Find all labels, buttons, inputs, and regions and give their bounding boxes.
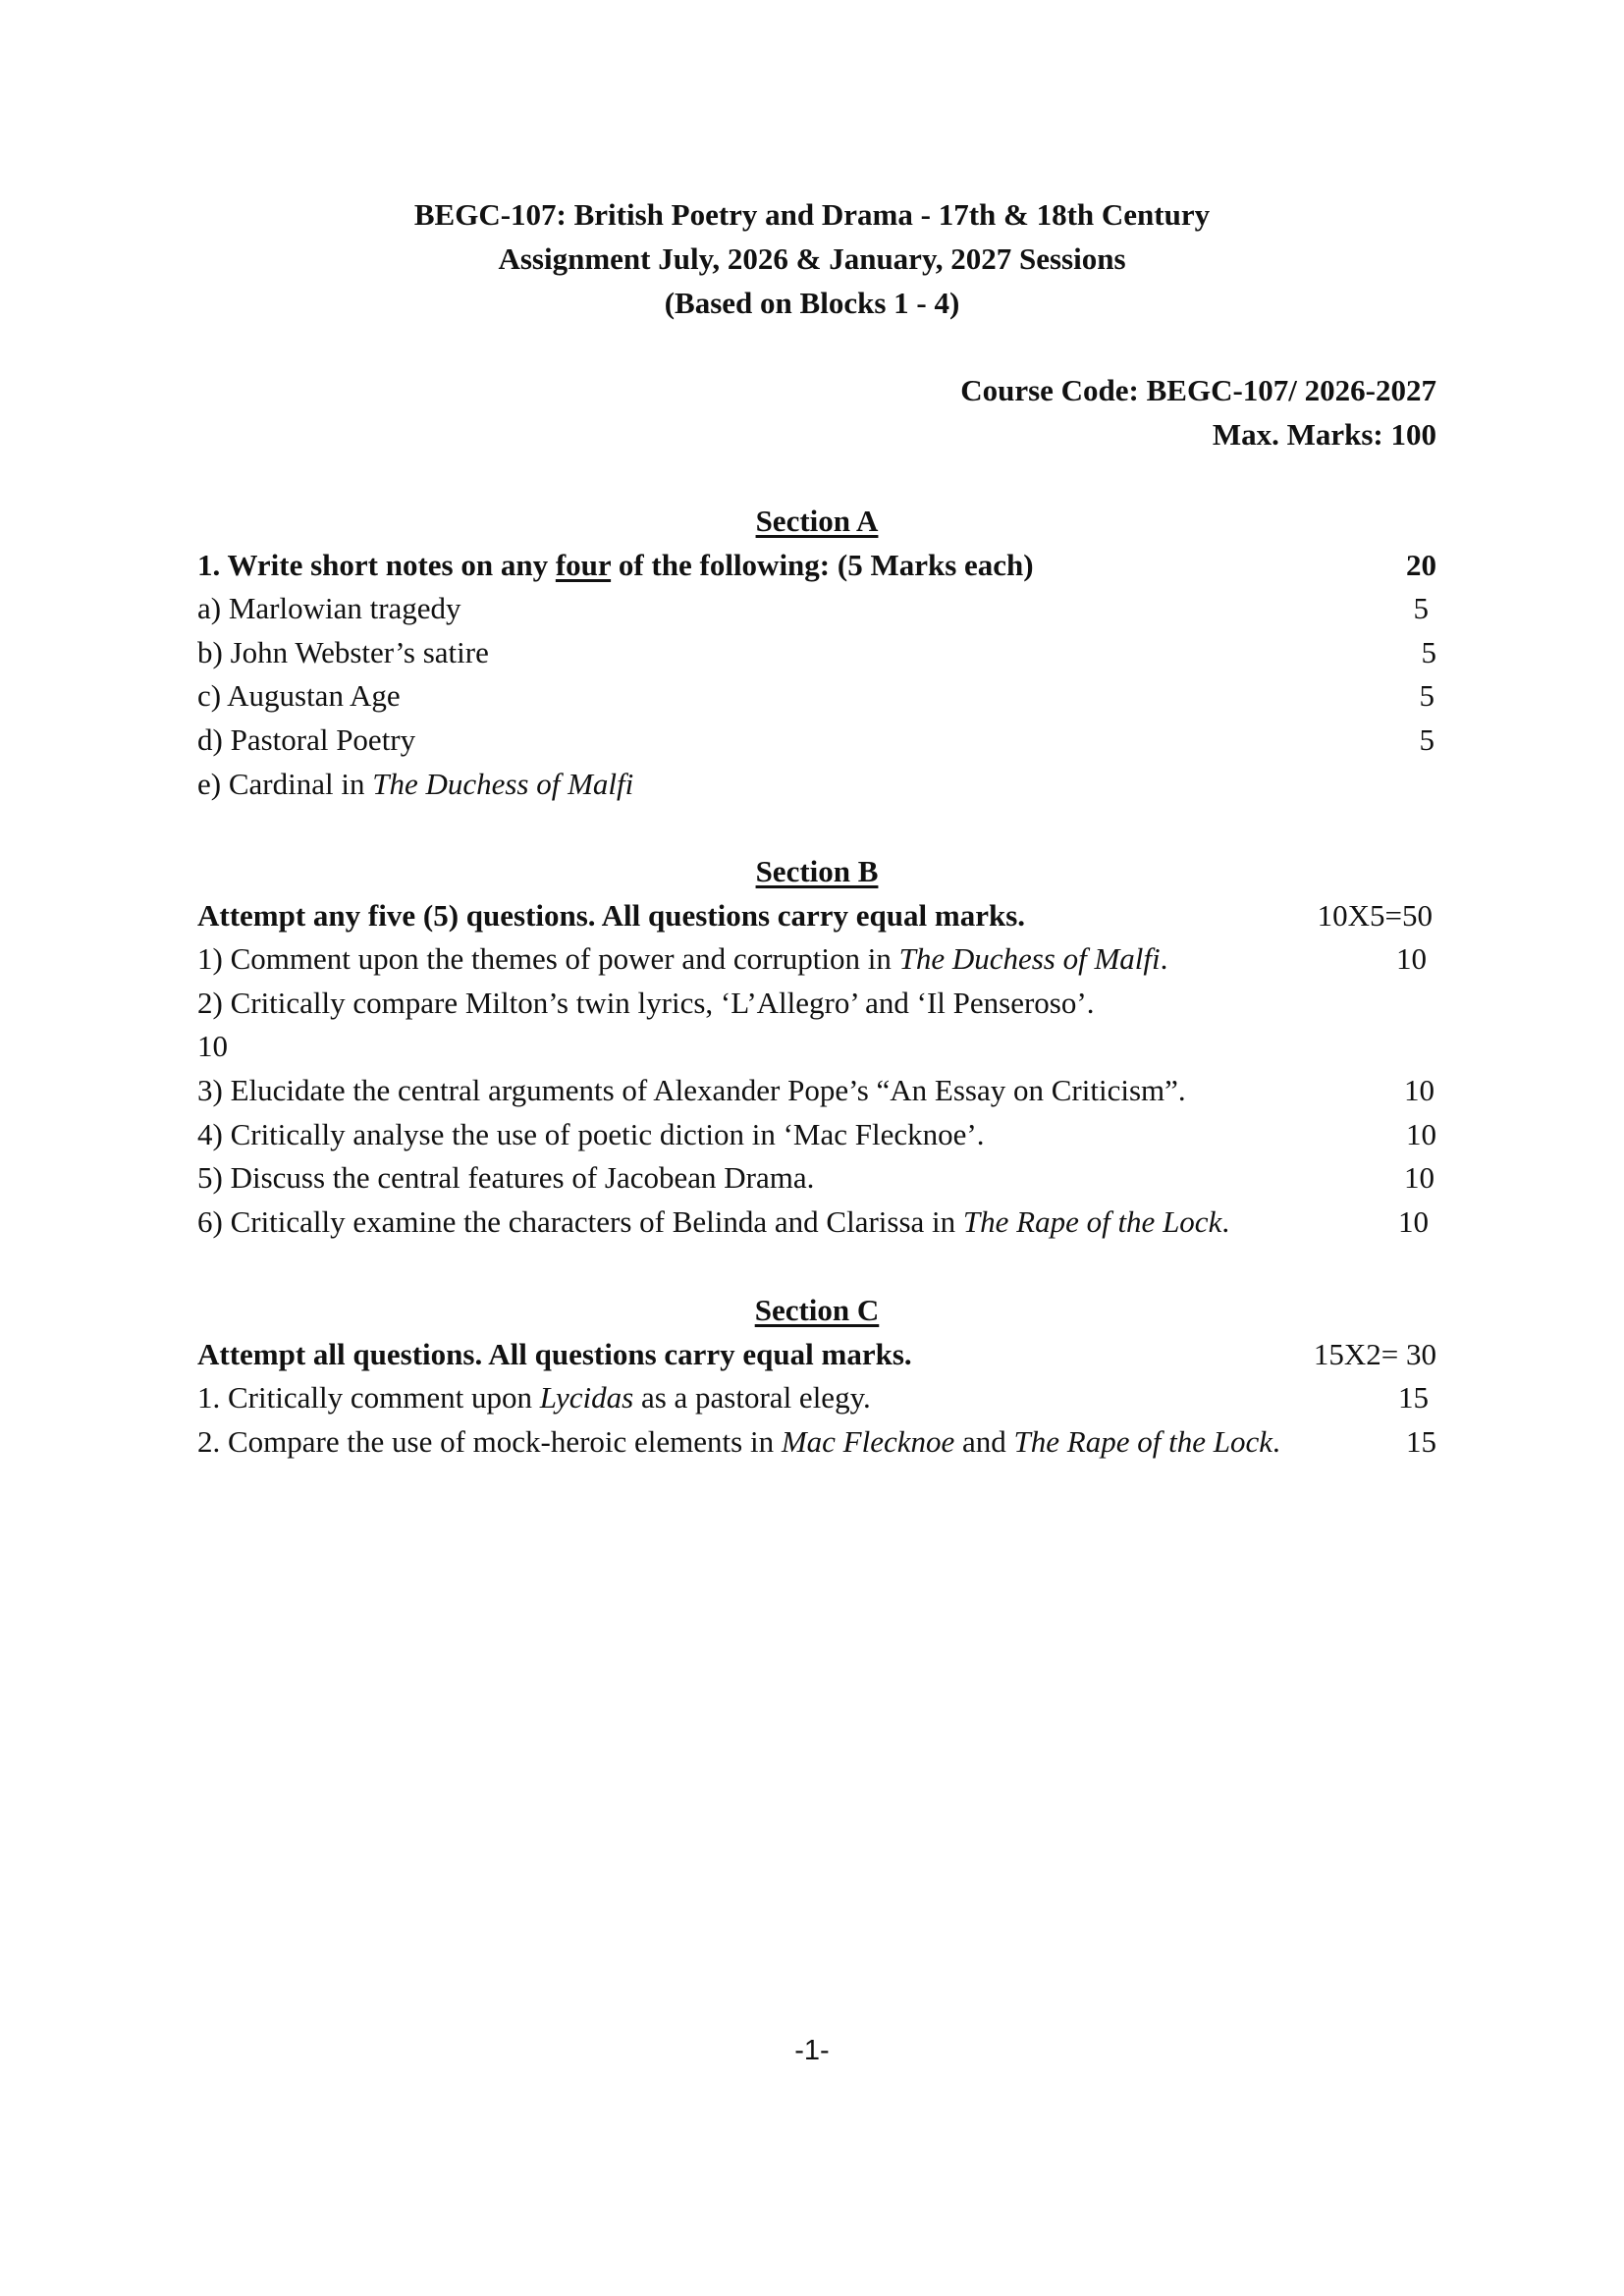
question-item [197, 1376, 1436, 1420]
underlined-word: four [555, 547, 612, 582]
question-item [197, 1069, 1436, 1113]
work-title: The Duchess of Malfi [898, 941, 1161, 977]
section-title: Section A [755, 504, 879, 538]
document-header [0, 192, 1624, 325]
question-marks: 10 [1404, 1160, 1435, 1196]
question-text: 2. Compare the use of mock-heroic elements in Mac Flecknoe and The Rape of the Lock. [197, 1423, 1280, 1459]
max-marks: Max. Marks: 100 [1212, 417, 1436, 452]
instruction-text: Attempt any five (5) questions. All questions carry equal marks. [197, 897, 1026, 933]
question-text: 2) Critically compare Milton’s twin lyrics, ‘L’Allegro’ and ‘Il Penseroso’. [197, 985, 1095, 1020]
question-marks: 10 [197, 1029, 228, 1064]
section-instruction [197, 544, 1436, 588]
item-text: c) Augustan Age [197, 678, 401, 714]
item-marks: 5 [1419, 721, 1435, 757]
question-marks: 15 [1406, 1423, 1436, 1459]
item-text: b) John Webster’s satire [197, 634, 489, 669]
question-text: 5) Discuss the central features of Jacobean Drama. [197, 1160, 815, 1196]
item-text: a) Marlowian tragedy [197, 591, 461, 626]
list-item [197, 587, 1436, 631]
question-marks: 15 [1398, 1380, 1429, 1415]
question-item-wrapped-marks [197, 1025, 1436, 1069]
question-item [197, 1201, 1436, 1245]
question-text: 3) Elucidate the central arguments of Alexander Pope’s “An Essay on Criticism”. [197, 1072, 1186, 1107]
item-marks: 5 [1413, 591, 1429, 626]
session-line: Assignment July, 2026 & January, 2027 Sessions [498, 241, 1126, 276]
question-text: 6) Critically examine the characters of Belinda and Clarissa in The Rape of the Lock. [197, 1203, 1230, 1239]
section-title: Section B [755, 854, 879, 888]
question-marks: 10 [1398, 1203, 1429, 1239]
question-marks: 10 [1396, 941, 1427, 977]
work-title: The Rape of the Lock [962, 1203, 1222, 1239]
section-b [197, 850, 1436, 1244]
work-title: The Rape of the Lock [1013, 1423, 1272, 1459]
item-marks: 5 [1419, 678, 1435, 714]
work-title: The Duchess of Malfi [372, 766, 634, 801]
marks-value: 20 [1406, 547, 1436, 582]
question-text: 1) Comment upon the themes of power and corruption in The Duchess of Malfi. [197, 941, 1168, 977]
page-number: -1- [794, 2035, 830, 2066]
work-title: Lycidas [539, 1380, 634, 1415]
question-text: 1. Critically comment upon Lycidas as a pastoral elegy. [197, 1380, 871, 1415]
instruction-text: Attempt all questions. All questions carry equal marks. [197, 1336, 912, 1371]
list-item [197, 674, 1436, 719]
section-c [197, 1289, 1436, 1464]
marks-value: 10X5=50 [1317, 897, 1433, 933]
question-marks: 10 [1406, 1116, 1436, 1151]
blocks-line: (Based on Blocks 1 - 4) [664, 286, 960, 320]
item-text: d) Pastoral Poetry [197, 721, 416, 757]
section-title: Section C [754, 1293, 880, 1327]
section-instruction [197, 894, 1436, 938]
question-item [197, 1113, 1436, 1157]
question-marks: 10 [1404, 1072, 1435, 1107]
question-text: 4) Critically analyse the use of poetic diction in ‘Mac Flecknoe’. [197, 1116, 985, 1151]
section-a [197, 500, 1436, 806]
question-item [197, 1156, 1436, 1201]
work-title: Mac Flecknoe [781, 1423, 955, 1459]
item-text: e) Cardinal in The Duchess of Malfi [197, 766, 634, 801]
question-item [197, 1420, 1436, 1465]
list-item [197, 719, 1436, 763]
question-item [197, 982, 1436, 1026]
course-title: BEGC-107: British Poetry and Drama - 17th & 18th Century [413, 197, 1211, 232]
marks-value: 15X2= 30 [1313, 1336, 1436, 1371]
instruction-text: 1. Write short notes on any four of the following: (5 Marks each) [197, 547, 1034, 582]
section-instruction [197, 1333, 1436, 1377]
question-item [197, 937, 1436, 982]
item-marks: 5 [1421, 634, 1436, 669]
list-item [197, 631, 1436, 675]
course-meta [960, 368, 1436, 456]
course-code: Course Code: BEGC-107/ 2026-2027 [960, 373, 1436, 407]
list-item [197, 763, 1436, 807]
